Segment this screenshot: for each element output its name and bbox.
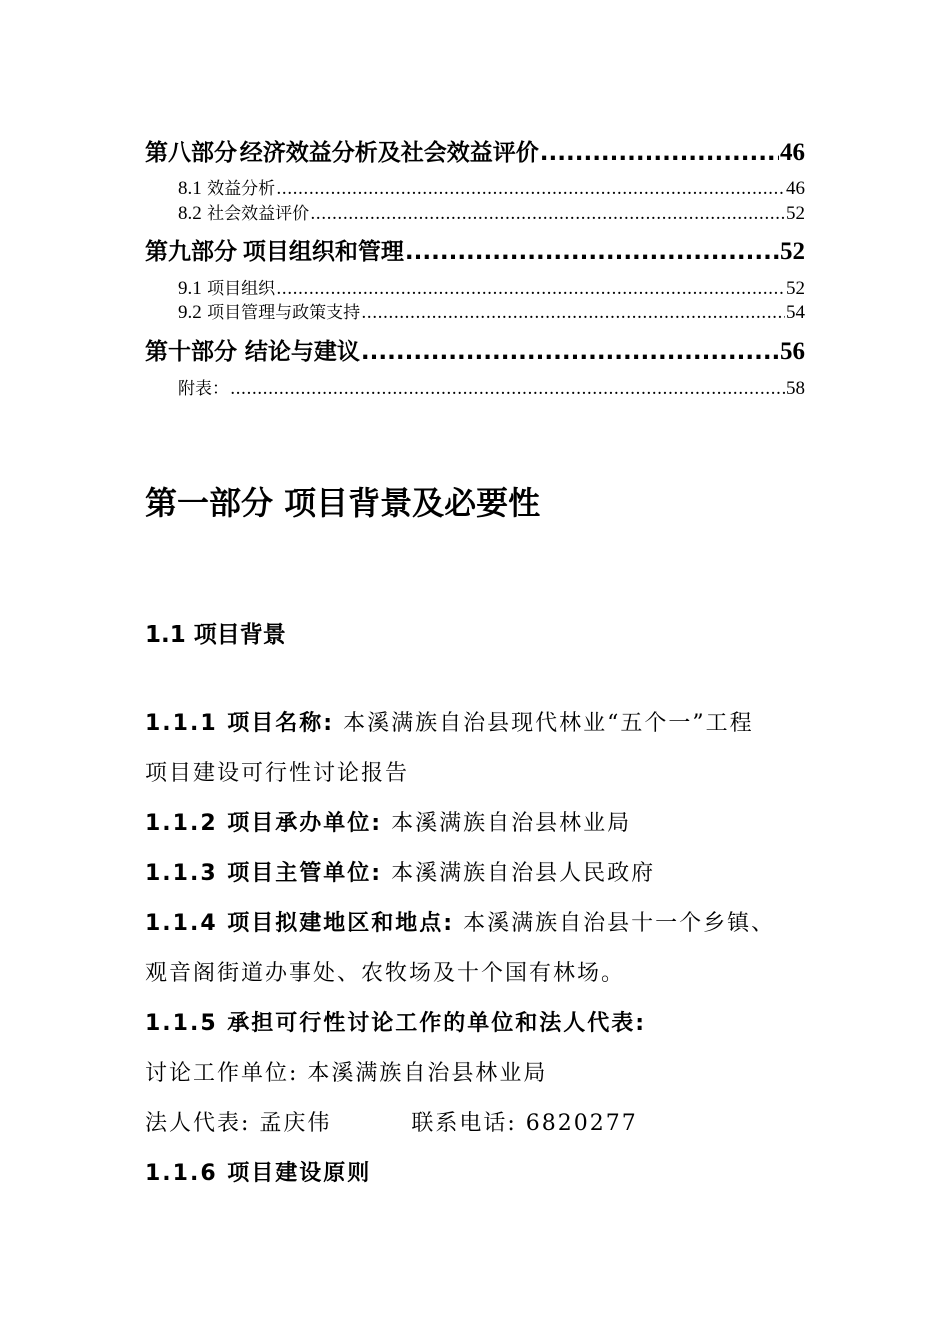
toc-part: 第九部分 [145, 239, 237, 265]
research-unit-heading [145, 1006, 646, 1037]
toc-entry[interactable] [145, 233, 805, 266]
toc-title: 效益分析 [207, 179, 276, 199]
field-value: 讨论工作单位: 本溪满族自治县林业局 [145, 1061, 548, 1086]
toc-leader-dots [540, 140, 779, 166]
project-name-line [145, 706, 754, 737]
toc-page-number: 52 [786, 278, 805, 299]
toc-page-number: 46 [780, 139, 805, 166]
contact-phone: 联系电话: 6820277 [411, 1111, 638, 1136]
toc-part: 第八部分 [145, 140, 237, 166]
toc-leader-dots [361, 303, 785, 323]
toc-title: 项目组织 [207, 279, 276, 299]
toc-leader-dots [276, 279, 785, 299]
field-label: 1.1.1 项目名称: [145, 711, 335, 736]
construction-principle-heading [145, 1156, 371, 1187]
toc-leader-dots [310, 204, 785, 224]
section-title: 1.1 项目背景 [145, 622, 286, 648]
undertaking-unit-line [145, 806, 631, 837]
toc-leader-dots [276, 179, 785, 199]
toc-part: 9.2 [178, 302, 202, 323]
supervising-unit-line [145, 856, 655, 887]
toc-title: 项目组织和管理 [242, 239, 404, 265]
toc-leader-dots [361, 339, 779, 365]
toc-part: 8.1 [178, 178, 202, 199]
project-name-continuation [145, 756, 409, 787]
field-label: 1.1.5 承担可行性讨论工作的单位和法人代表: [145, 1011, 647, 1036]
field-label: 1.1.6 项目建设原则 [145, 1161, 372, 1186]
chapter-title: 第一部分 项目背景及必要性 [145, 484, 541, 522]
field-value: 项目建设可行性讨论报告 [145, 761, 410, 786]
toc-title: 附表： [178, 379, 229, 399]
toc-page-number: 58 [786, 378, 805, 399]
toc-entry[interactable] [145, 274, 805, 300]
toc-entry[interactable] [145, 333, 805, 366]
toc-leader-dots [230, 379, 785, 399]
toc-leader-dots [405, 239, 779, 265]
toc-part: 8.2 [178, 203, 202, 224]
toc-page-number: 46 [786, 178, 805, 199]
legal-rep: 法人代表: 孟庆伟 [145, 1111, 332, 1136]
toc-entry[interactable] [145, 134, 805, 167]
research-unit-line [145, 1056, 547, 1087]
field-value: 本溪满族自治县人民政府 [382, 861, 656, 886]
field-label: 1.1.3 项目主管单位: [145, 861, 383, 886]
field-label: 1.1.4 项目拟建地区和地点: [145, 911, 455, 936]
field-value: 本溪满族自治县十一个乡镇、 [454, 911, 776, 936]
toc-title: 项目管理与政策支持 [207, 303, 361, 323]
field-value: 本溪满族自治县林业局 [382, 811, 632, 836]
toc-page-number: 52 [786, 203, 805, 224]
field-value: 本溪满族自治县现代林业“五个一”工程 [334, 711, 754, 736]
toc-page-number: 54 [786, 302, 805, 323]
toc-entry[interactable] [145, 298, 805, 324]
toc-part: 9.1 [178, 278, 202, 299]
toc-title: 社会效益评价 [207, 204, 310, 224]
location-line [145, 906, 775, 937]
toc-entry[interactable] [145, 199, 805, 225]
field-value: 观音阁街道办事处、农牧场及十个国有林场。 [145, 961, 626, 986]
toc-part: 第十部分 [145, 339, 237, 365]
toc-entry[interactable] [145, 374, 805, 400]
toc-title: 经济效益分析及社会效益评价 [239, 140, 539, 166]
toc-page-number: 56 [780, 338, 805, 365]
toc-title: 结论与建议 [244, 339, 360, 365]
field-label: 1.1.2 项目承办单位: [145, 811, 383, 836]
legal-rep-line [145, 1106, 638, 1137]
toc-entry[interactable] [145, 174, 805, 200]
toc-page-number: 52 [780, 238, 805, 265]
location-continuation [145, 956, 625, 987]
